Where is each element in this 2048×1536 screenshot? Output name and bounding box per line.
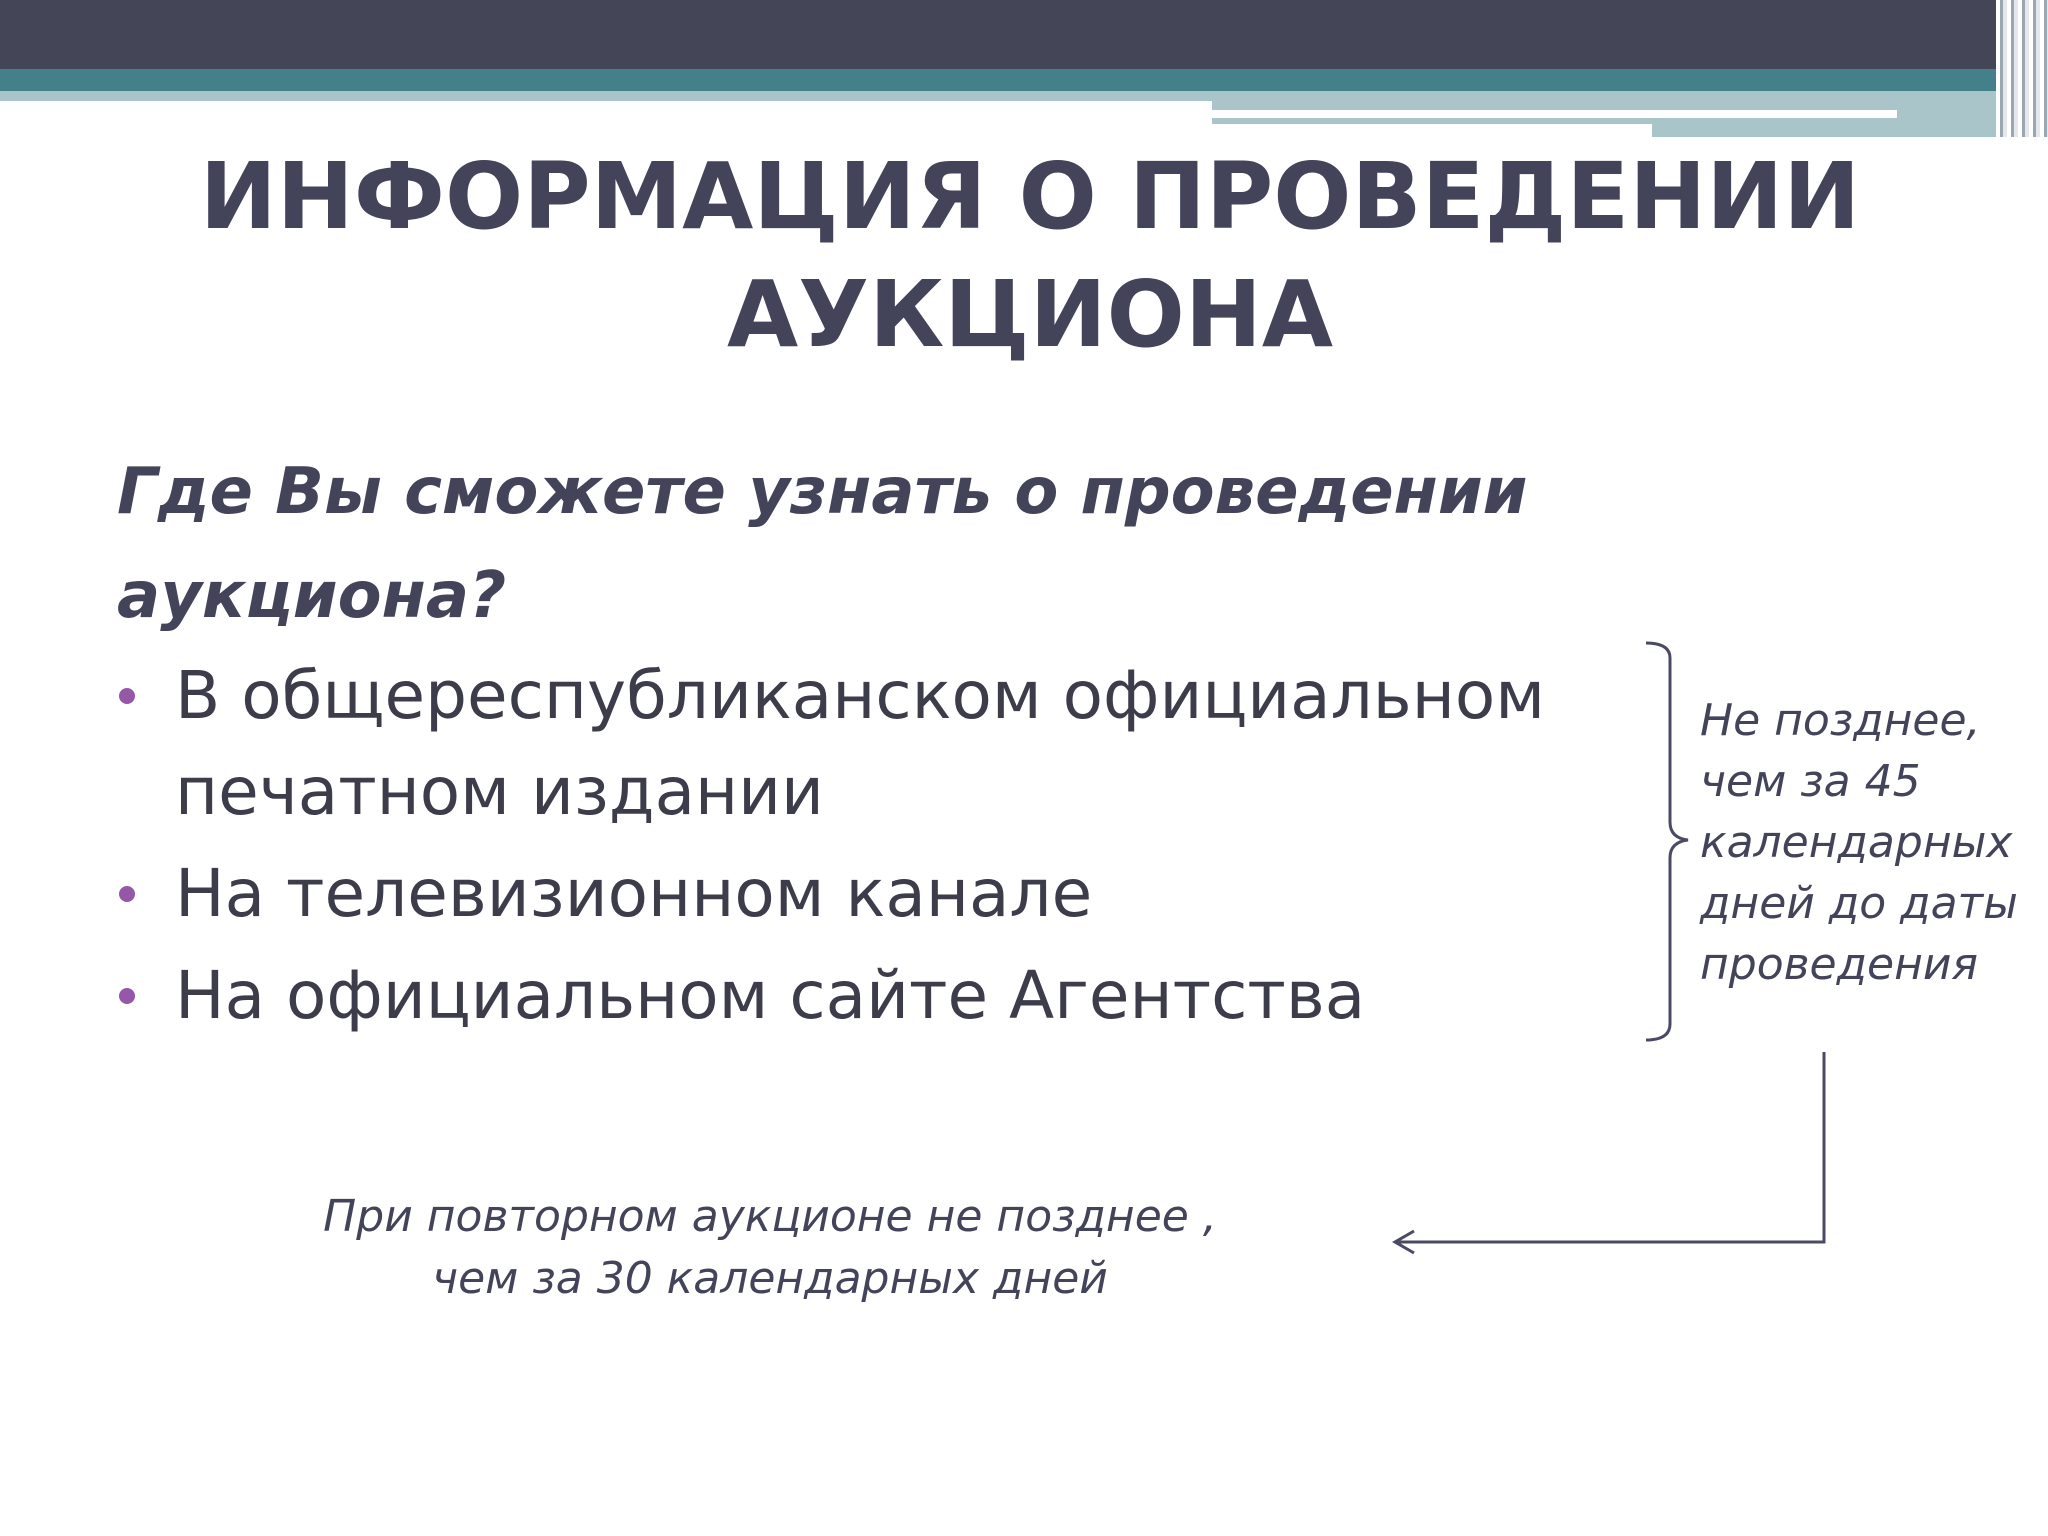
connector-arrow-line [1396, 1052, 1824, 1242]
question-heading: Где Вы сможете узнать о проведении аукциона? [117, 455, 1528, 633]
slide-title: ИНФОРМАЦИЯ О ПРОВЕДЕНИИ АУКЦИОНА [199, 143, 1861, 368]
bullet-text: На официальном сайте Агентства [175, 957, 1366, 1034]
right-brace-icon [1646, 643, 1688, 1040]
bullet-text: В общереспубликанском официальном печатном издании [175, 657, 1546, 830]
bullet-text: На телевизионном канале [175, 855, 1093, 932]
repeat-auction-note: При повторном аукционе не позднее , чем за 30 календарных дней [323, 1191, 1217, 1304]
deadline-note: Не позднее, чем за 45 календарных дней до даты проведения [1700, 695, 2018, 990]
